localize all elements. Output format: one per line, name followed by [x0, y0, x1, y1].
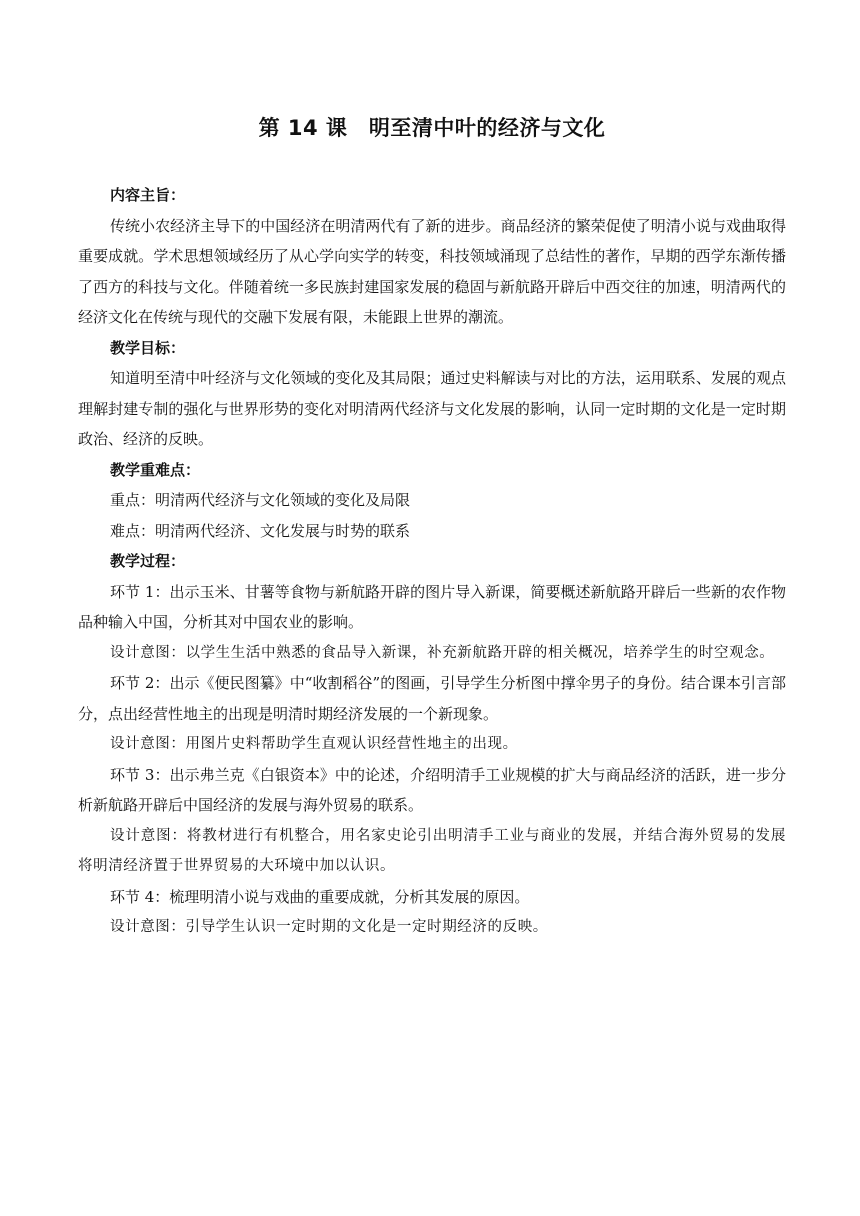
document-page — [78, 108, 786, 943]
process-heading: 教学过程： — [110, 552, 186, 570]
goal-paragraph: 知道明至清中叶经济与文化领域的变化及其局限；通过史料解读与对比的方法，运用联系、发展的观点理解封建专制的强化与世界形势的变化对明清两代经济与文化发展的影响，认同一定时期的文化是一定时期政治、经济的反映。 — [78, 369, 786, 448]
content-paragraph: 传统小农经济主导下的中国经济在明清两代有了新的进步。商品经济的繁荣促使了明清小说与戏曲取得重要成就。学术思想领域经历了从心学向实学的转变，科技领域涌现了总结性的著作，早期的西学东渐传播了西方的科技与文化。伴随着统一多民族封建国家发展的稳固与新航路开辟后中西交往的加速，明清两代的经济文化在传统与现代的交融下发展有限，未能跟上世界的潮流。 — [78, 216, 786, 326]
step-3: 环节 3：出示弗兰克《白银资本》中的论述，介绍明清手工业规模的扩大与商品经济的活跃，进一步分析新航路开辟后中国经济的发展与海外贸易的联系。 — [78, 765, 786, 814]
goal-heading: 教学目标： — [110, 338, 186, 357]
difficult-point: 难点：明清两代经济、文化发展与时势的联系 — [110, 521, 411, 540]
design-intent-2: 设计意图：用图片史料帮助学生直观认识经营性地主的出现。 — [110, 736, 518, 752]
step-2: 环节 2：出示《便民图纂》中“收割稻谷”的图画，引导学生分析图中撑伞男子的身份。结合课本引言部分，点出经营性地主的出现是明清时期经济发展的一个新现象。 — [78, 674, 786, 723]
content-heading: 内容主旨： — [110, 186, 186, 204]
page-title: 第 14 课 明至清中叶的经济与文化 — [258, 116, 606, 140]
design-intent-3: 设计意图：将教材进行有机整合，用名家史论引出明清手工业与商业的发展，并结合海外贸易的发展将明清经济置于世界贸易的大环境中加以认识。 — [78, 827, 786, 874]
design-intent-1: 设计意图：以学生生活中熟悉的食品导入新课，补充新航路开辟的相关概况，培养学生的时空观念。 — [110, 644, 775, 661]
key-difficult-heading: 教学重难点： — [110, 460, 201, 479]
key-point: 重点：明清两代经济与文化领域的变化及局限 — [110, 491, 411, 509]
step-1: 环节 1：出示玉米、甘薯等食物与新航路开辟的图片导入新课，简要概述新航路开辟后一些新的农作物品种输入中国，分析其对中国农业的影响。 — [78, 582, 786, 631]
step-4: 环节 4：梳理明清小说与戏曲的重要成就，分析其发展的原因。 — [110, 887, 530, 906]
design-intent-4: 设计意图：引导学生认识一定时期的文化是一定时期经济的反映。 — [110, 919, 548, 935]
